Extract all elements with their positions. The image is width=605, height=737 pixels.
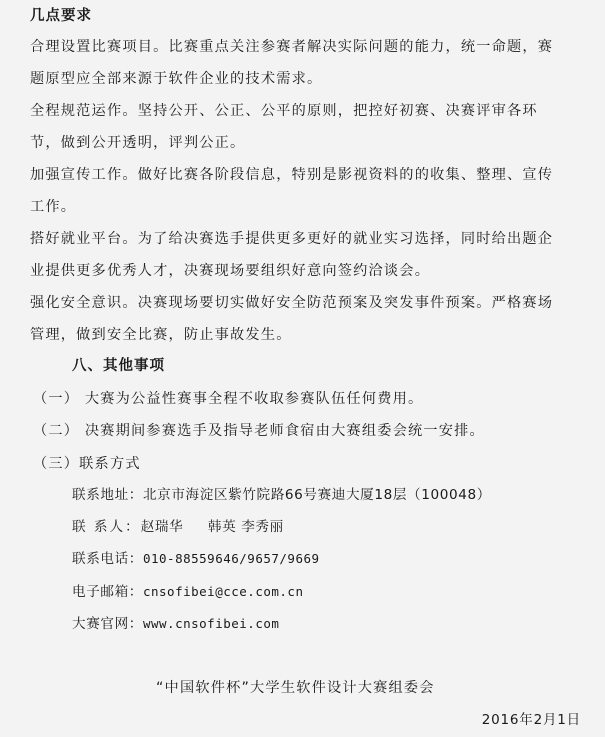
- contact-phone-label: 联系电话：: [72, 551, 143, 567]
- paragraph-line: 管理，做到安全比赛，防止事故发生。: [30, 327, 292, 343]
- paragraph-line: 业提供更多优秀人才，决赛现场要组织好意向签约洽谈会。: [30, 263, 431, 279]
- contact-phone-value: 010-88559646/9657/9669: [142, 551, 320, 566]
- other-item-2: （二） 决赛期间参赛选手及指导老师食宿由大赛组委会统一安排。: [33, 423, 485, 439]
- contact-address: [72, 485, 491, 505]
- contact-email-label: 电子邮箱：: [72, 584, 143, 600]
- other-item-3: （三）联系方式: [33, 456, 141, 472]
- document-date: 2016年2月1日: [481, 712, 581, 728]
- contact-address-label: 联系地址：: [72, 487, 143, 503]
- contact-persons-label: 联 系人：: [72, 519, 141, 535]
- contact-email: [72, 582, 303, 602]
- requirements-title: 几点要求: [30, 8, 92, 24]
- other-item-1: （一） 大赛为公益性赛事全程不收取参赛队伍任何费用。: [33, 391, 424, 407]
- paragraph-line: 强化安全意识。决赛现场要切实做好安全防范预案及突发事件预案。严格赛场: [30, 295, 554, 311]
- organizer-signature: “中国软件杯”大学生软件设计大赛组委会: [156, 680, 435, 696]
- contact-address-value: 北京市海淀区紫竹院路66号赛迪大厦18层（100048）: [142, 487, 491, 503]
- paragraph-line: 节，做到公开透明，评判公正。: [30, 135, 246, 151]
- contact-persons: [72, 517, 284, 537]
- contact-website-label: 大赛官网：: [72, 616, 143, 632]
- paragraph-line: 题原型应全部来源于软件企业的技术需求。: [30, 71, 323, 87]
- contact-phone: [72, 549, 320, 569]
- contact-persons-value: 赵瑞华 韩英 李秀丽: [140, 519, 284, 535]
- paragraph-line: 合理设置比赛项目。比赛重点关注参赛者解决实际问题的能力，统一命题，赛: [30, 39, 554, 55]
- paragraph-line: 加强宣传工作。做好比赛各阶段信息，特别是影视资料的的收集、整理、宣传: [30, 167, 554, 183]
- paragraph-line: 全程规范运作。坚持公开、公正、公平的原则，把控好初赛、决赛评审各环: [30, 103, 538, 119]
- contact-email-link[interactable]: cnsofibei@cce.com.cn: [142, 584, 304, 599]
- paragraph-line: 工作。: [30, 199, 77, 215]
- section-title-other: 八、其他事项: [72, 358, 165, 374]
- contact-website-link[interactable]: www.cnsofibei.com: [142, 616, 280, 631]
- paragraph-line: 搭好就业平台。为了给决赛选手提供更多更好的就业实习选择，同时给出题企: [30, 231, 554, 247]
- contact-website: [72, 614, 279, 634]
